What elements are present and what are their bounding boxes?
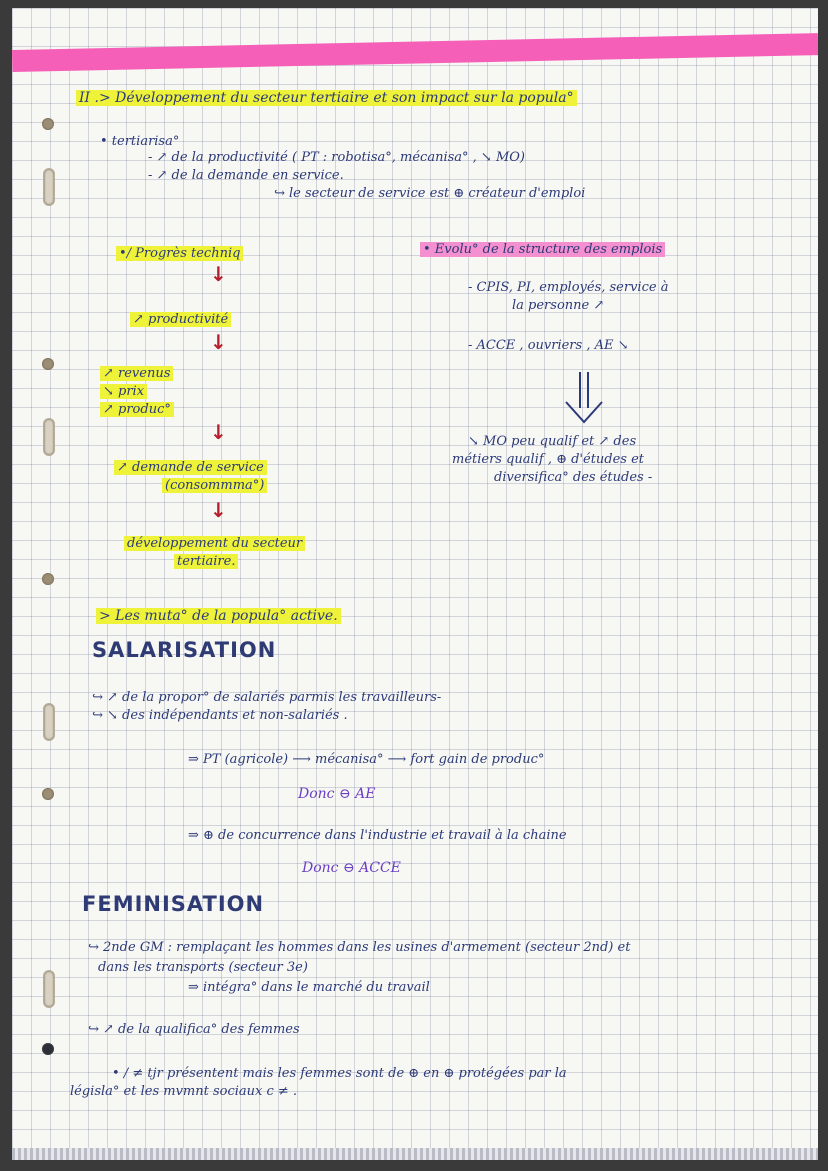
evolution-conclusion: diversifica° des études -: [494, 470, 653, 485]
section-title: II .> Développement du secteur tertiaire et son impact sur la popula°: [76, 90, 577, 106]
flow-prix: ↘ prix: [100, 384, 147, 400]
flow-progres: •/ Progrès techniq: [116, 246, 243, 262]
flow-produc: ↗ produc°: [100, 402, 174, 418]
feminisation-line: ↪ ↗ de la qualifica° des femmes: [88, 1022, 300, 1037]
evolution-line: - CPIS, PI, employés, service à: [468, 280, 669, 295]
mutations-title: > Les muta° de la popula° active.: [96, 608, 341, 624]
evolution-conclusion: métiers qualif , ⊕ d'études et: [452, 452, 645, 467]
page-bottom-perforation: [12, 1148, 818, 1160]
tertiarisation-line: ↪ le secteur de service est ⊕ créateur d'emploi: [274, 186, 586, 201]
feminisation-line: • / ≠ tjr présentent mais les femmes sont de ⊕ en ⊕ protégées par la: [112, 1066, 567, 1081]
binder-hole: [43, 970, 55, 1008]
binder-hole: [43, 703, 55, 741]
binder-hole: [42, 358, 54, 370]
evolution-line: - ACCE , ouvriers , AE ↘: [468, 338, 629, 353]
salarisation-conclusion: Donc ⊖ ACCE: [302, 860, 401, 876]
binder-hole: [43, 418, 55, 456]
binder-hole: [42, 573, 54, 585]
evolution-line: la personne ↗: [512, 298, 605, 313]
evolution-title: • Evolu° de la structure des emplois: [420, 242, 665, 258]
feminisation-line: ⇒ intégra° dans le marché du travail: [188, 980, 430, 995]
down-arrow-icon: ↓: [210, 262, 227, 286]
salarisation-conclusion: Donc ⊖ AE: [298, 786, 376, 802]
down-arrow-icon: ↓: [210, 420, 227, 444]
flow-demande: ↗ demande de service: [114, 460, 267, 476]
salarisation-line: ↪ ↘ des indépendants et non-salariés .: [92, 708, 348, 723]
tertiarisation-line: - ↗ de la demande en service.: [148, 168, 344, 183]
salarisation-line: ⇒ ⊕ de concurrence dans l'industrie et travail à la chaine: [188, 828, 567, 843]
flow-developpement: développement du secteur: [124, 536, 305, 552]
flow-developpement-sub: tertiaire.: [174, 554, 238, 570]
salarisation-line: ↪ ↗ de la propor° de salariés parmis les travailleurs-: [92, 690, 442, 705]
binder-hole: [42, 788, 54, 800]
binder-hole: [43, 168, 55, 206]
feminisation-line: dans les transports (secteur 3e): [98, 960, 308, 975]
salarisation-line: ⇒ PT (agricole) ⟶ mécanisa° ⟶ fort gain de produc°: [188, 752, 545, 767]
flow-productivite: ↗ productivité: [130, 312, 231, 328]
tertiarisation-label: • tertiarisa°: [100, 134, 180, 149]
feminisation-line: législa° et les mvmnt sociaux c ≠ .: [70, 1084, 298, 1099]
flow-revenus: ↗ revenus: [100, 366, 173, 382]
pink-highlight-band: [12, 33, 818, 72]
flow-demande-sub: (consommma°): [162, 478, 267, 494]
feminisation-line: ↪ 2nde GM : remplaçant les hommes dans les usines d'armement (secteur 2nd) et: [88, 940, 631, 955]
big-down-arrow-icon: [562, 370, 606, 426]
tertiarisation-line: - ↗ de la productivité ( PT : robotisa°, mécanisa° , ↘ MO): [148, 150, 525, 165]
down-arrow-icon: ↓: [210, 498, 227, 522]
salarisation-heading: SALARISATION: [92, 638, 277, 662]
feminisation-heading: FEMINISATION: [82, 892, 265, 916]
evolution-conclusion: ↘ MO peu qualif et ↗ des: [468, 434, 637, 449]
down-arrow-icon: ↓: [210, 330, 227, 354]
binder-hole: [42, 118, 54, 130]
binder-hole: [42, 1043, 54, 1055]
notebook-page: [12, 8, 818, 1160]
